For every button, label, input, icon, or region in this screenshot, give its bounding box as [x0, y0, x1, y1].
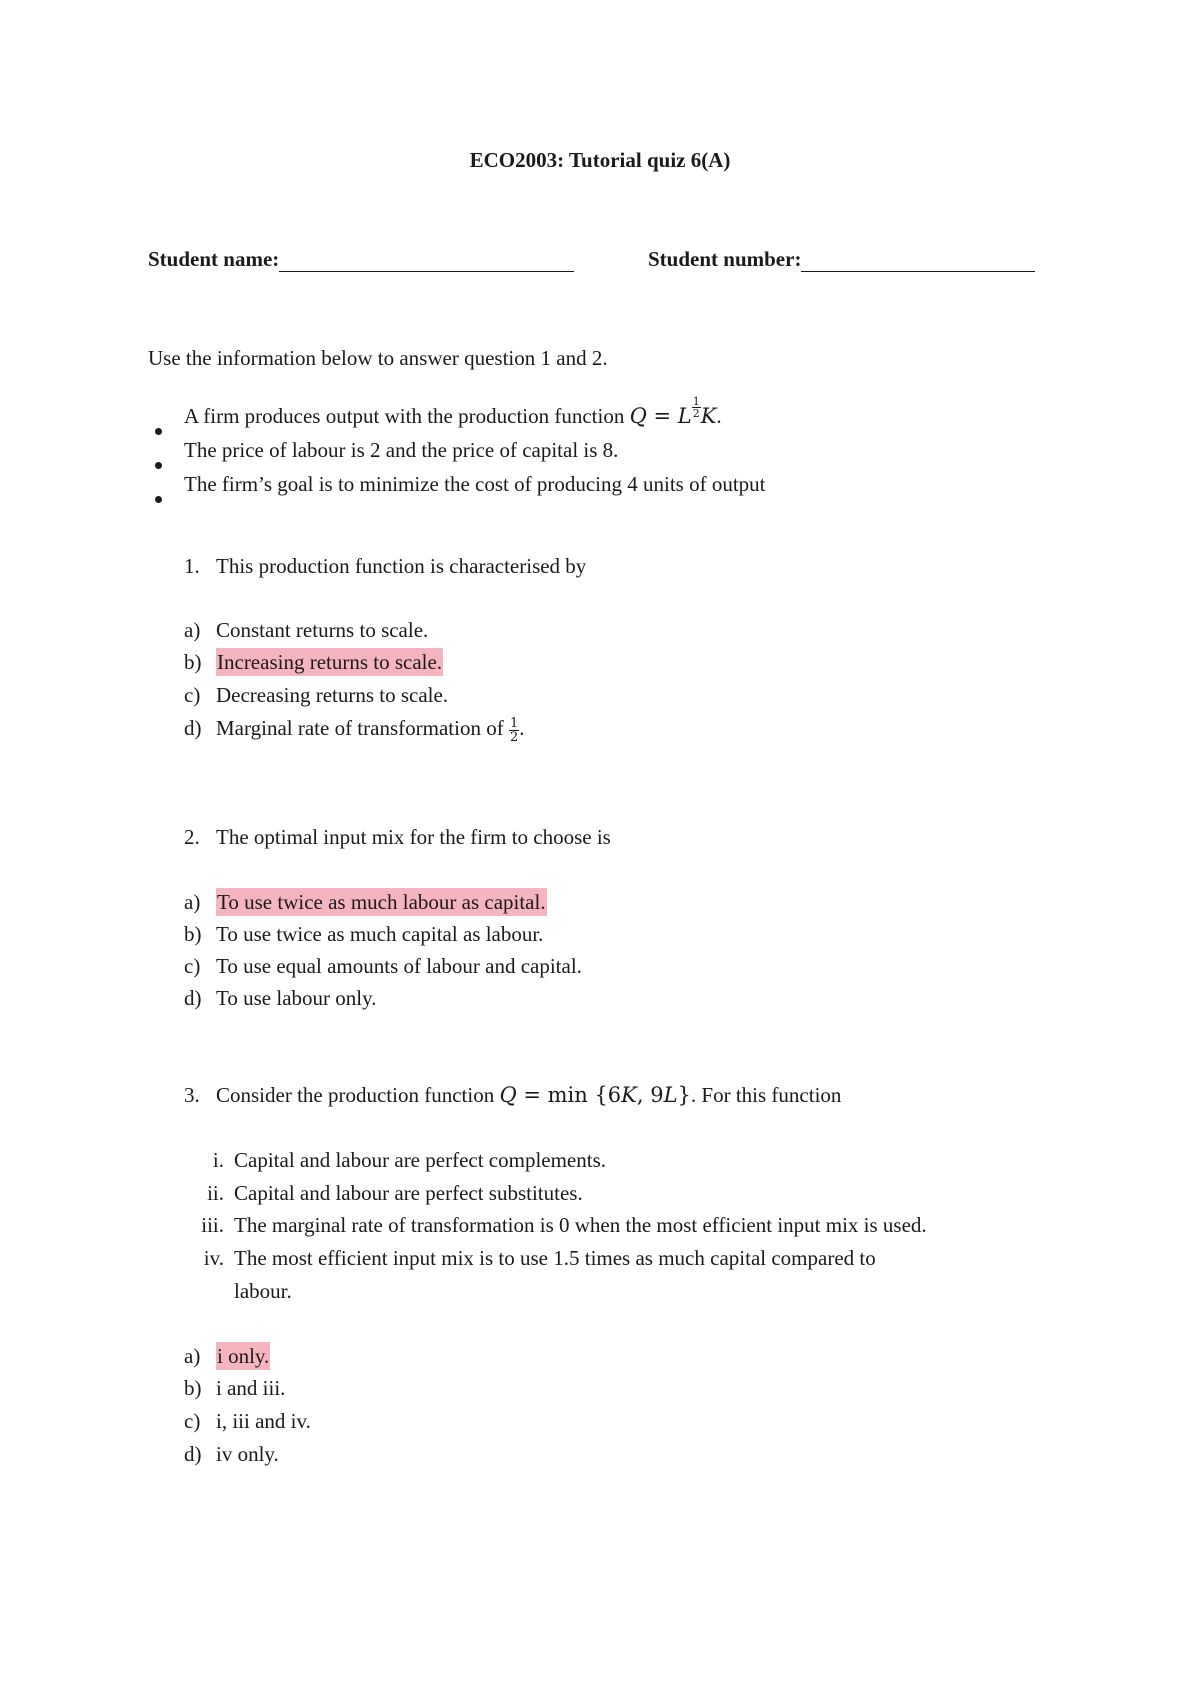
question-number: 2. — [184, 825, 200, 849]
student-name-label: Student name: — [148, 247, 280, 271]
statement-iv: iv. The most efficient input mix is to use 1.5 times as much capital compared to — [203, 1246, 876, 1270]
student-number-field — [648, 247, 1035, 272]
q1-option-a[interactable]: a) Constant returns to scale. — [184, 618, 429, 642]
statement-iv-continued: labour. — [234, 1279, 292, 1303]
q1-option-b[interactable]: b) Increasing returns to scale. — [184, 650, 443, 674]
question-number: 1. — [184, 554, 200, 578]
bullet-marker — [155, 450, 162, 475]
answer-highlight: Increasing returns to scale. — [217, 650, 443, 674]
question-1 — [184, 554, 586, 579]
q3-option-a[interactable]: a) i only. — [184, 1344, 270, 1368]
q1-option-d[interactable]: d) Marginal rate of transformation of $\frac{1}{2}$ . — [184, 715, 525, 745]
student-number-label: Student number: — [648, 247, 802, 271]
bullet-3: The firm’s goal is to minimize the cost of producing 4 units of output — [184, 472, 766, 496]
q2-option-b[interactable]: b) To use twice as much capital as labour. — [184, 922, 544, 946]
question-number: 3. — [184, 1083, 200, 1107]
bullet-1: A firm produces output with the production function Q = L $\frac{1}{2}$ K. — [184, 394, 722, 428]
q3-option-b[interactable]: b) i and iii. — [184, 1376, 286, 1400]
question-text: This production function is characterised by — [216, 554, 587, 578]
exponent-fraction: $\frac{1}{2}$ — [692, 394, 700, 420]
student-name-field — [148, 247, 574, 272]
q2-option-c[interactable]: c) To use equal amounts of labour and capital. — [184, 954, 582, 978]
question-text: The optimal input mix for the firm to choose is — [216, 825, 611, 849]
intro-text: Use the information below to answer question 1 and 2. — [148, 346, 608, 370]
statement-ii: ii. Capital and labour are perfect substitutes. — [207, 1181, 583, 1205]
bullet-marker — [155, 484, 162, 509]
statement-iii: iii. The marginal rate of transformation is 0 when the most efficient input mix is used. — [201, 1213, 927, 1237]
answer-highlight: i only. — [217, 1344, 270, 1368]
student-name-blank[interactable] — [279, 249, 574, 272]
question-3: 3. Consider the production function Q = min {6K, 9L}. For this function — [184, 1083, 842, 1107]
q3-option-c[interactable]: c) i, iii and iv. — [184, 1409, 311, 1433]
question-2 — [184, 825, 611, 850]
q2-option-d[interactable]: d) To use labour only. — [184, 986, 377, 1010]
student-number-blank[interactable] — [801, 249, 1035, 272]
statement-i: i. Capital and labour are perfect complements. — [212, 1148, 607, 1172]
bullet-marker — [155, 416, 162, 441]
q2-option-a[interactable]: a) To use twice as much labour as capital. — [184, 890, 546, 914]
bullet-2: The price of labour is 2 and the price of capital is 8. — [184, 438, 619, 462]
q1-option-c[interactable]: c) Decreasing returns to scale. — [184, 683, 449, 707]
page-title: ECO2003: Tutorial quiz 6(A) — [469, 148, 731, 172]
q3-option-d[interactable]: d) iv only. — [184, 1442, 279, 1466]
answer-highlight: To use twice as much labour as capital. — [217, 890, 546, 914]
fraction: $\frac{1}{2}$ — [509, 715, 519, 745]
